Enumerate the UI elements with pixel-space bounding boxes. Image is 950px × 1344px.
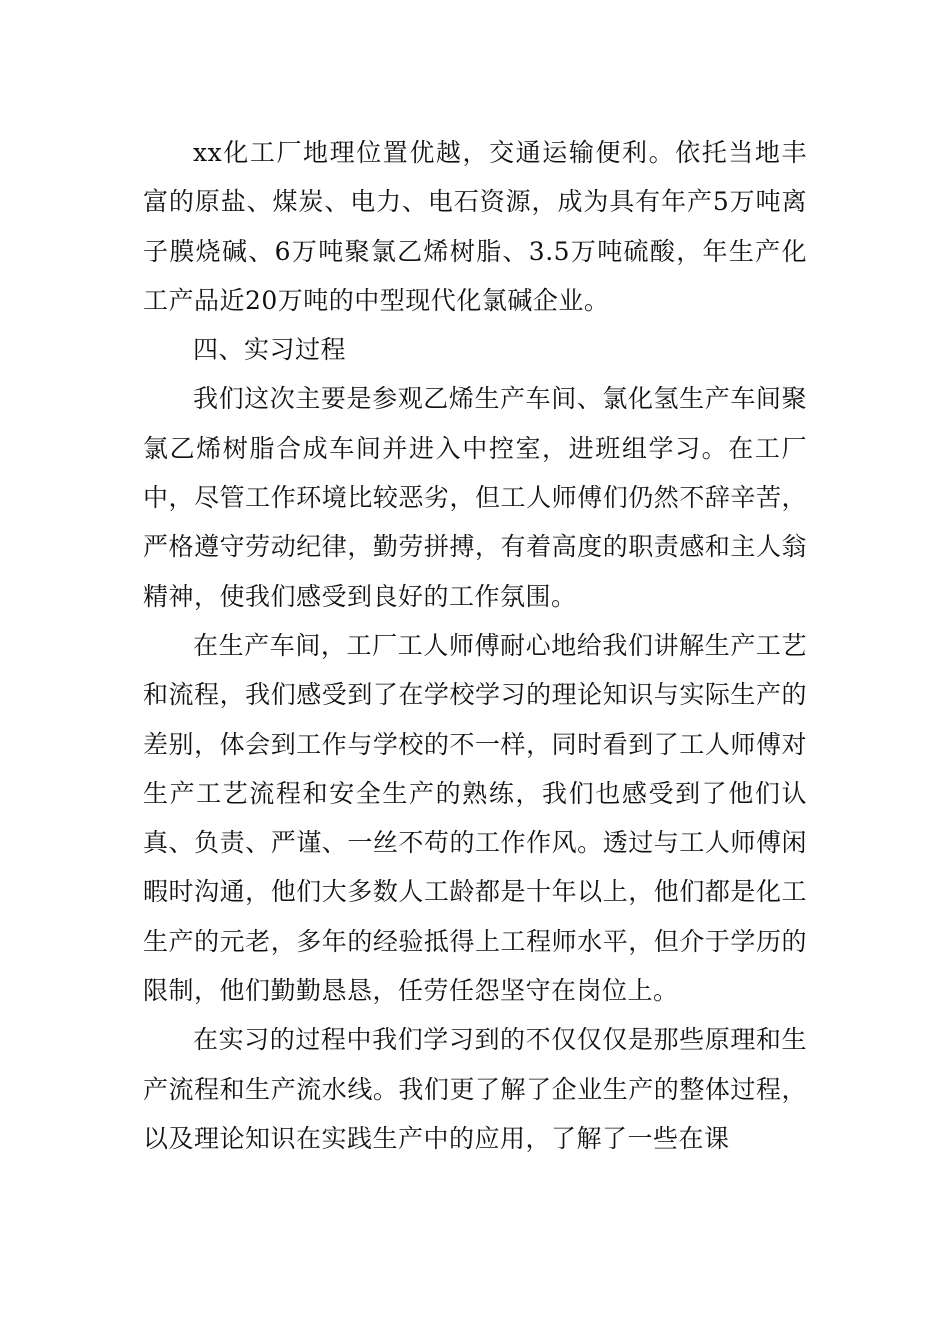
section-heading-internship-process: 四、实习过程 [193, 335, 347, 365]
paragraph-internship-gains: 在实习的过程中我们学习到的不仅仅仅是那些原理和生产流程和生产流水线。我们更了解了企业生产的整体过程，以及理论知识在实践生产中的应用，了解了一些在课 [143, 1025, 807, 1153]
paragraph-workshop-visit: 我们这次主要是参观乙烯生产车间、氯化氢生产车间聚氯乙烯树脂合成车间并进入中控室，进班组学习。在工厂中，尽管工作环境比较恶劣，但工人师傅们仍然不辞辛苦，严格遵守劳动纪律，勤劳拼搏，有着高度的职责感和主人翁精神，使我们感受到良好的工作氛围。 [143, 384, 807, 611]
paragraph-workshop-learning: 在生产车间，工厂工人师傅耐心地给我们讲解生产工艺和流程，我们感受到了在学校学习的理论知识与实际生产的差别，体会到工作与学校的不一样，同时看到了工人师傅对生产工艺流程和安全生产的熟练，我们也感受到了他们认真、负责、严谨、一丝不苟的工作作风。透过与工人师傅闲暇时沟通，他们大多数人工龄都是十年以上，他们都是化工生产的元老，多年的经验抵得上工程师水平，但介于学历的限制，他们勤勤恳恳，任劳任怨坚守在岗位上。 [143, 630, 807, 1006]
paragraph-plant-overview: xx化工厂地理位置优越，交通运输便利。依托当地丰富的原盐、煤炭、电力、电石资源，成为具有年产5万吨离子膜烧碱、6万吨聚氯乙烯树脂、3.5万吨硫酸，年生产化工产品近20万吨的中型现代化氯碱企业。 [143, 138, 807, 315]
document-body [143, 128, 807, 1163]
